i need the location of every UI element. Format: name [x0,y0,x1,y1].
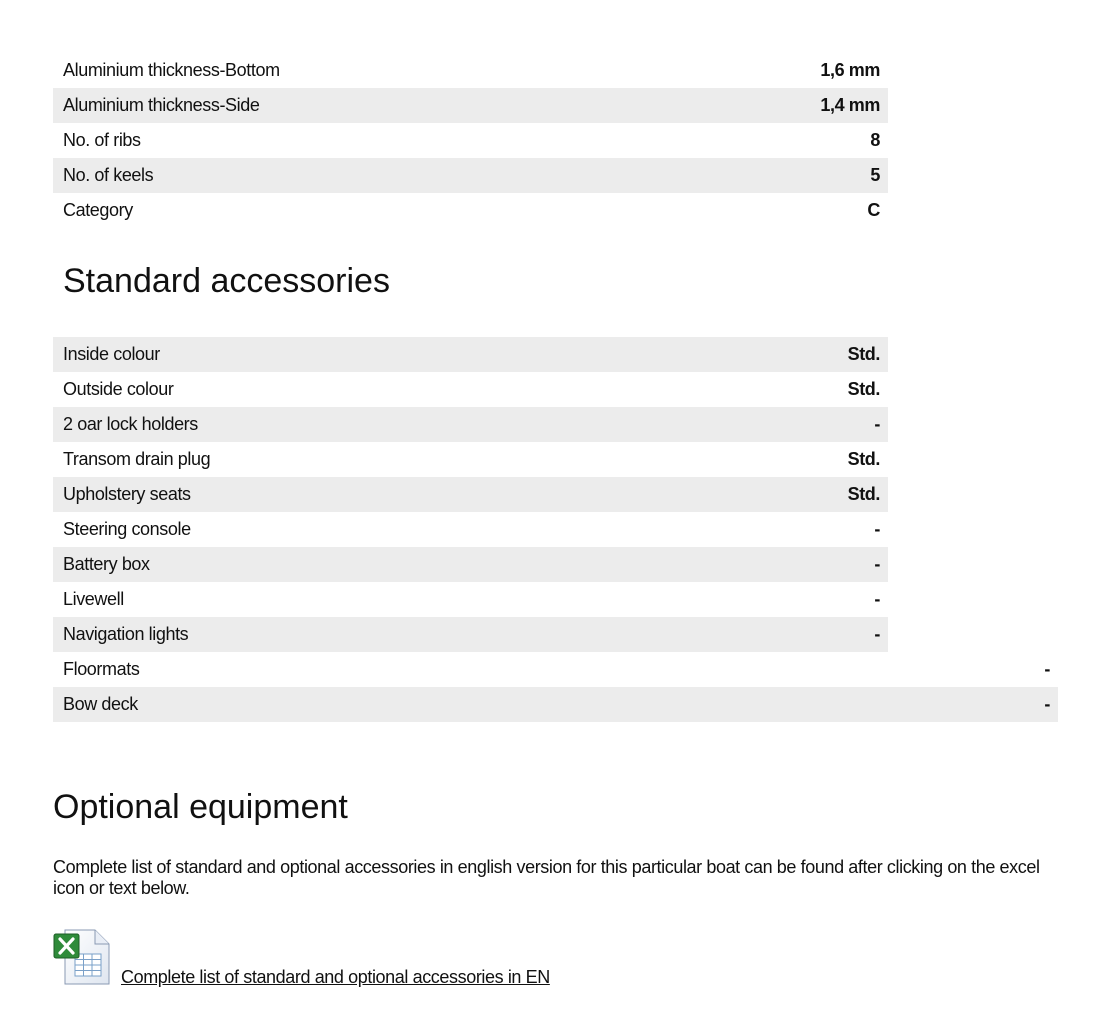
accessory-label: Floormats [63,659,140,679]
accessory-value: Std. [847,379,880,399]
accessory-label: Battery box [63,554,150,574]
accessory-label: Transom drain plug [63,449,211,469]
spec-row [53,88,888,123]
spec-label: No. of keels [63,165,154,185]
spec-value: 1,6 mm [820,60,880,80]
accessory-label: Steering console [63,519,191,539]
accessory-row [53,337,888,372]
accessory-value: - [1044,694,1050,714]
spec-label: No. of ribs [63,130,141,150]
accessory-row [53,407,888,442]
optional-equipment-heading: Optional equipment [53,788,348,826]
accessory-row [53,617,888,652]
accessory-value: - [874,589,880,609]
standard-accessories-table [53,337,1058,722]
accessory-label: Upholstery seats [63,484,191,504]
accessory-row [53,442,888,477]
excel-file-icon[interactable] [53,928,111,986]
accessory-label: Outside colour [63,379,174,399]
optional-equipment-description: Complete list of standard and optional accessories in english version for this particular boat can be found after clicking on the excel icon or text below. [53,857,1040,898]
accessory-value: - [874,519,880,539]
accessory-label: Navigation lights [63,624,189,644]
accessory-row [53,582,888,617]
accessory-row [53,547,888,582]
accessory-value: Std. [847,484,880,504]
accessory-value: Std. [847,344,880,364]
accessory-value: - [1044,659,1050,679]
standard-accessories-heading: Standard accessories [63,262,390,300]
spec-label: Aluminium thickness-Side [63,95,260,115]
accessory-row [53,652,1058,687]
accessory-label: Inside colour [63,344,160,364]
spec-row [53,123,888,158]
accessory-value: - [874,554,880,574]
spec-value: 1,4 mm [820,95,880,115]
specifications-table [53,53,888,228]
accessory-row [53,512,888,547]
spec-label: Aluminium thickness-Bottom [63,60,280,80]
accessory-row [53,687,1058,722]
spec-value: C [867,200,880,220]
spec-value: 8 [870,130,880,150]
accessory-label: Livewell [63,589,124,609]
accessories-list-link[interactable]: Complete list of standard and optional accessories in EN [121,967,550,987]
spec-row [53,158,888,193]
accessory-value: Std. [847,449,880,469]
spec-row [53,193,888,228]
accessory-label: 2 oar lock holders [63,414,198,434]
accessory-row [53,477,888,512]
spec-value: 5 [870,165,880,185]
accessory-row [53,372,888,407]
accessory-value: - [874,414,880,434]
spec-row [53,53,888,88]
accessory-value: - [874,624,880,644]
spec-label: Category [63,200,133,220]
accessory-label: Bow deck [63,694,138,714]
